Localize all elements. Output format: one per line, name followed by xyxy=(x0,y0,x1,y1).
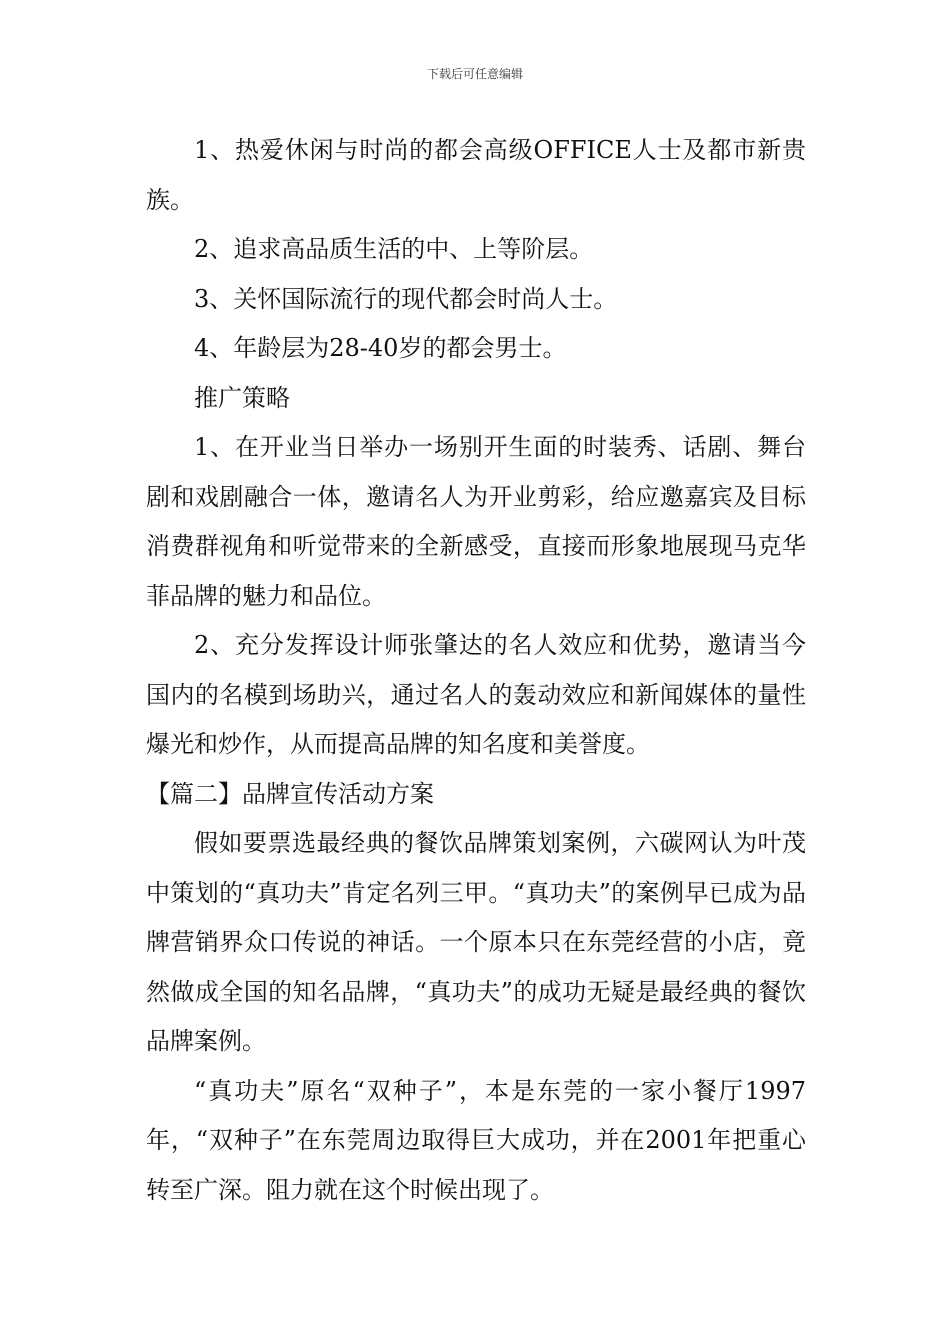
paragraph-audience-3: 3、关怀国际流行的现代都会时尚人士。 xyxy=(194,284,618,313)
paragraph-case-history: “真功夫”原名“双种子”，本是东莞的一家小餐厅1997年，“双种子”在东莞周边取得巨大成功，并在2001年把重心转至广深。阻力就在这个时候出现了。 xyxy=(146,1076,806,1204)
paragraph-audience-4: 4、年龄层为28-40岁的都会男士。 xyxy=(194,334,567,362)
paragraph-case-intro: 假如要票选最经典的餐饮品牌策划案例，六碳网认为叶茂中策划的“真功夫”肯定名列三甲。“真功夫”的案例早已成为品牌营销界众口传说的神话。一个原本只在东莞经营的小店，竟然做成全国的知名品牌，“真功夫”的成功无疑是最经典的餐饮品牌案例。 xyxy=(146,829,806,1055)
section-heading-part-two: 【篇二】品牌宣传活动方案 xyxy=(146,779,434,808)
section-heading-promotion: 推广策略 xyxy=(194,383,290,412)
document-body xyxy=(146,126,806,1215)
page-header-note: 下载后可任意编辑 xyxy=(426,67,523,81)
paragraph-promotion-2: 2、充分发挥设计师张肇达的名人效应和优势，邀请当今国内的名模到场助兴，通过名人的轰动效应和新闻媒体的量性爆光和炒作，从而提高品牌的知名度和美誉度。 xyxy=(146,631,806,758)
paragraph-promotion-1: 1、在开业当日举办一场别开生面的时装秀、话剧、舞台剧和戏剧融合一体，邀请名人为开业剪彩，给应邀嘉宾及目标消费群视角和听觉带来的全新感受，直接而形象地展现马克华菲品牌的魅力和品位。 xyxy=(146,433,806,610)
paragraph-audience-2: 2、追求高品质生活的中、上等阶层。 xyxy=(194,235,594,263)
paragraph-audience-1: 1、热爱休闲与时尚的都会高级OFFICE人士及都市新贵族。 xyxy=(146,136,806,214)
